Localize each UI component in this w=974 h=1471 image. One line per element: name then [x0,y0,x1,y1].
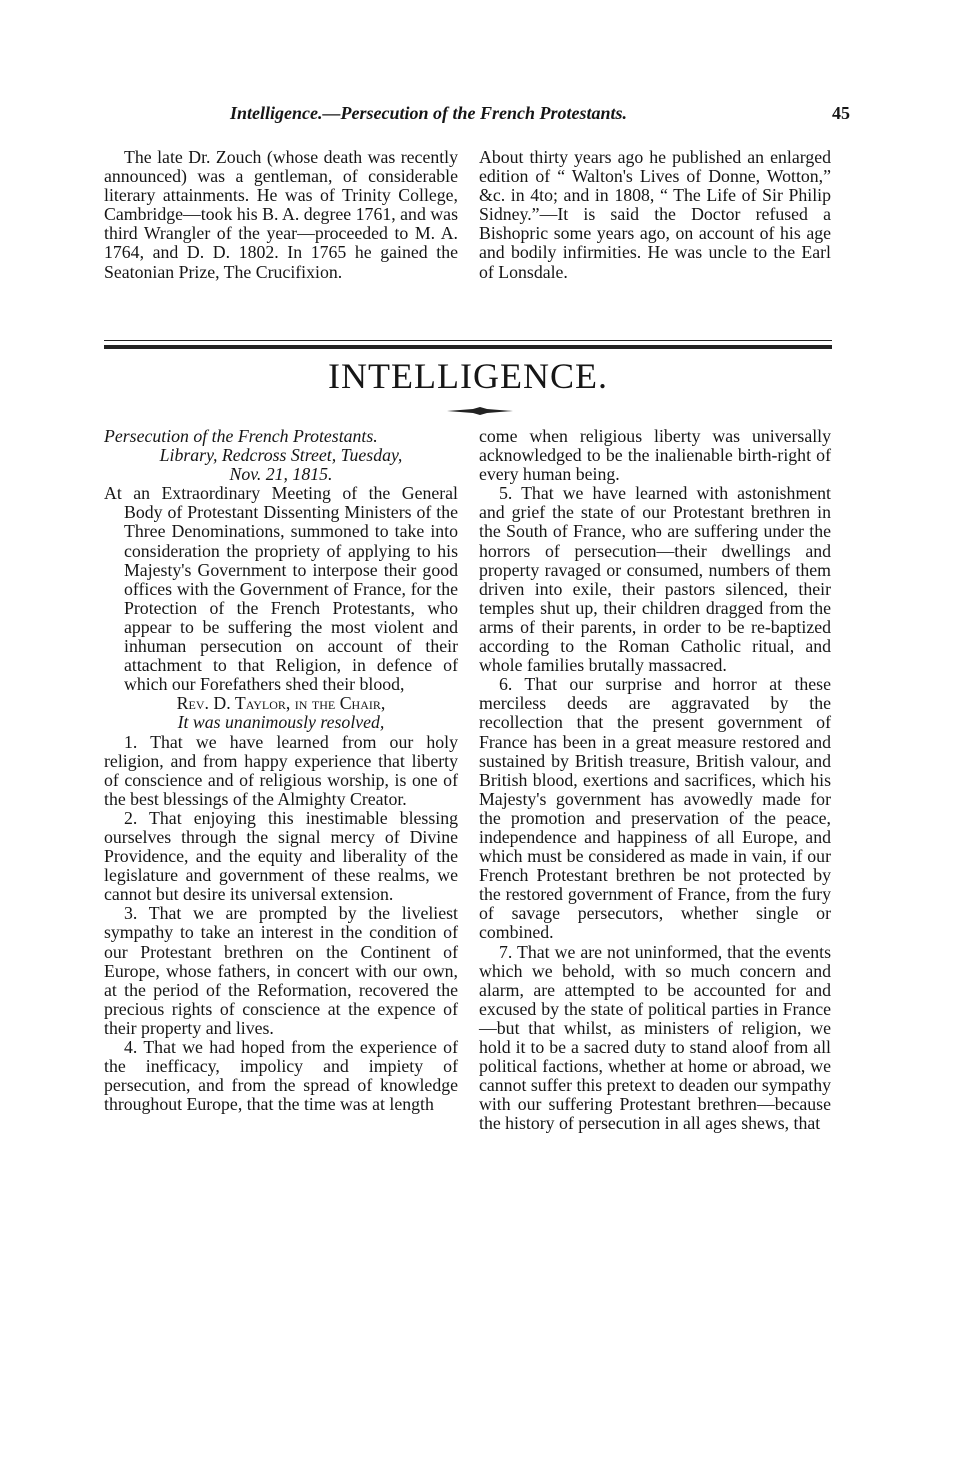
obituary-column-left [104,148,458,282]
article-place: Library, Redcross Street, Tuesday, [159,445,403,466]
section-title: INTELLIGENCE. [328,356,608,396]
resolution-5: 5. That we have learned with astonishment and grief the state of our Protestant brethren in the South of France, who are suffering under the horrors of persecution—their dwellings and property ravaged or consumed, numbers of them driven into exile, their pastors silenced, their temples shut up, their children dragged from the arms of their parents, in order to be re-baptized according to the Roman Catholic ritual, and whole families brutally massacred. [479,483,831,676]
resolution-6: 6. That our surprise and horror at these merciless deeds are aggravated by the recollection that the present government of France has been in a great measure restored and sustained by British treasure, British valour, and British blood, exertions and sacrifices, which his Majesty's government has avowedly made for the promotion and preservation of the peace, independence and happiness of all Europe, and which must be considered as made in vain, if our French Protestant brethren be not protected by the restored government of France, from the fury of savage persecutors, whether single or combined. [479,674,831,943]
article-intro: At an Extraordinary Meeting of the General Body of Protestant Dissenting Ministers of the Three Denominations, summoned to take into consideration the propriety of applying to his Majesty's Government to interpose their good offices with the Government of France, for the Protection of the French Protestants, who appear to be suffering the most violent and inhuman persecution on account of their attachment to that Religion, in defence of which our Forefathers shed their blood, [104,483,458,695]
obituary-column-right [479,148,831,282]
running-title: Intelligence.—Persecution of the French Protestants. [230,103,628,123]
resolution-7: 7. That we are not uninformed, that the events which we behold, with so much concern and alarm, are attempted to be accounted for and excused by the state of political parties in France—but that whilst, as ministers of religion, we hold it to be a sacred duty to stand aloof from all political factions, whether at home or abroad, we cannot suffer this pretext to deaden our sympathy with our suffering Protestant brethren—because the history of persecution in all ages shews, that [479,941,831,1134]
resolution-2: 2. That enjoying this inestimable blessing ourselves through the signal mercy of Divine Providence, and the equity and liberality of the legislature and government of these realms, we cannot but desire its universal extension. [104,807,458,905]
article-resolved: It was unanimously resolved, [177,712,385,733]
running-header [230,103,850,124]
article-date: Nov. 21, 1815. [229,464,333,485]
page-number: 45 [832,103,850,123]
obituary-paragraph-2: About thirty years ago he published an enlarged edition of “ Walton's Lives of Donne, Wotton,” &c. in 4to; and in 1808, “ The Life of Sir Philip Sidney.”—It is said the Doctor refused a Bishopric some years ago, on account of his age and bodily infirmities. He was uncle to the Earl of Lonsdale. [479,147,831,282]
section-rule-thick [104,345,832,349]
article-column-right [479,427,831,1133]
article-chair: Rev. D. Taylor, in the Chair, [176,693,386,714]
resolution-4-end: come when religious liberty was universally acknowledged to be the inalienable birth-right of every human being. [479,426,831,485]
obituary-paragraph-1: The late Dr. Zouch (whose death was recently announced) was a gentleman, of considerable literary attainments. He was of Trinity College, Cambridge—took his B. A. degree 1761, and was third Wrangler of the year—proceeded to M. A. 1764, and D. D. 1802. In 1765 he gained the Seatonian Prize, The Crucifixion. [104,147,458,282]
resolution-1: 1. That we have learned from our holy religion, and from happy experience that liberty of conscience and of religious worship, is one of the best blessings of the Almighty Creator. [104,731,458,809]
section-rule-thin [104,340,832,341]
resolution-3: 3. That we are prompted by the liveliest sympathy to take an interest in the condition of our Protestant brethren on the Continent of Europe, whose fathers, in concert with our own, at the period of the Reformation, recovered the precious rights of conscience at the expence of their property and lives. [104,903,458,1038]
ornament-dash-icon [447,404,513,418]
article-title: Persecution of the French Protestants. [104,426,378,446]
resolution-4-start: 4. That we had hoped from the experience of the inefficacy, impolicy and impiety of persecution, and from the spread of knowledge throughout Europe, that the time was at length [104,1037,458,1115]
article-column-left [104,427,458,1114]
